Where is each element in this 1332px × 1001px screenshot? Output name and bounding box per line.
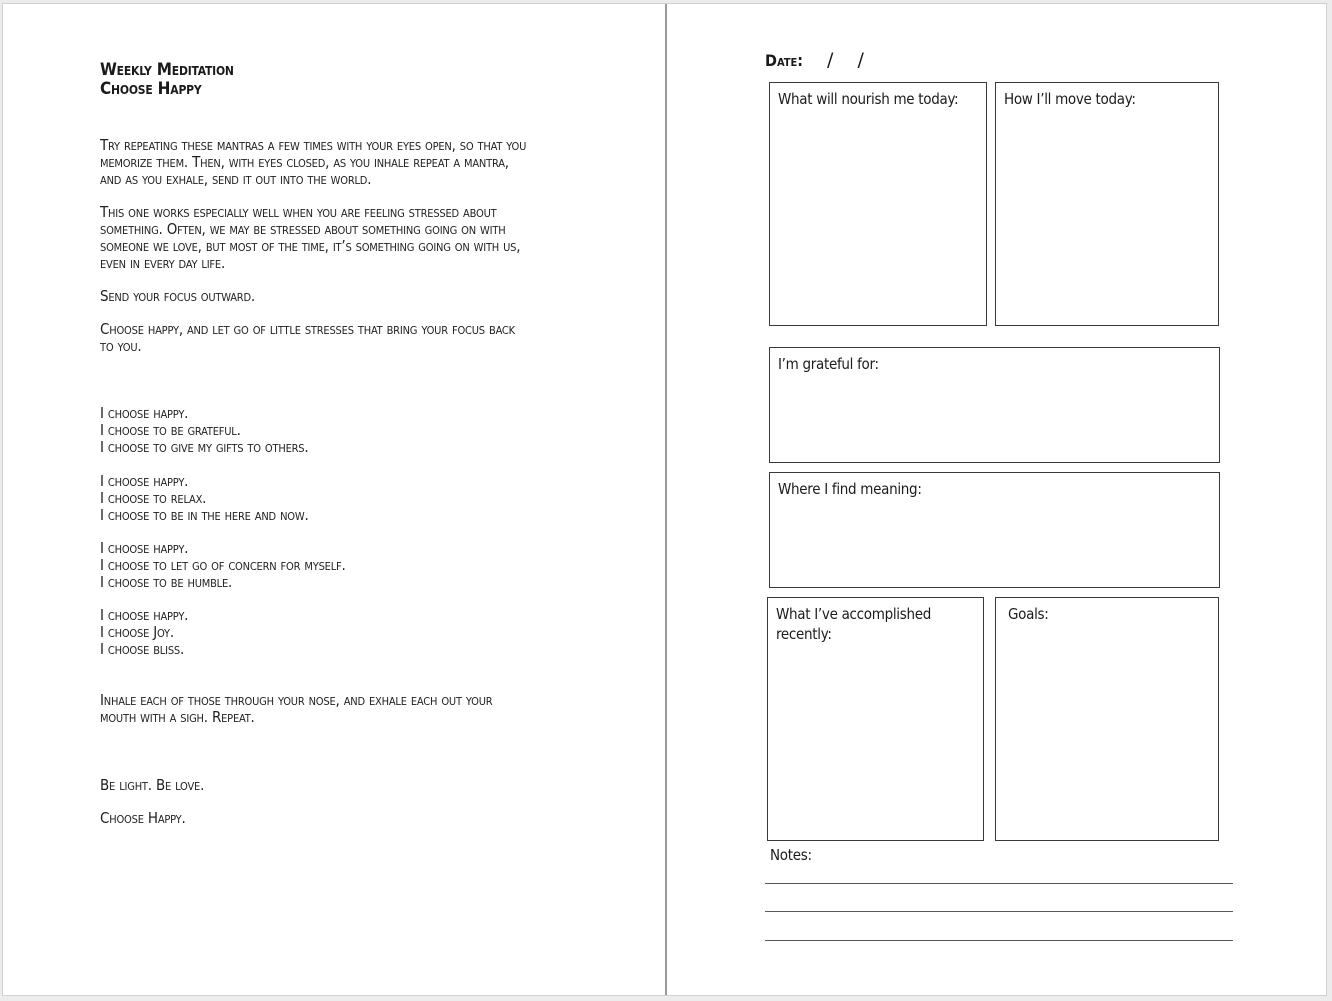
mantra-line: I choose happy. [100,472,189,490]
paragraph-line: This one works especially well when you are feeling stressed about [100,203,497,221]
signoff-line: Choose Happy. [100,809,186,827]
mantra-line: I choose happy. [100,539,189,557]
mantra-line: I choose bliss. [100,640,185,658]
closing-line: mouth with a sigh. Repeat. [100,708,255,726]
notes-rule[interactable] [765,883,1233,884]
date-row [765,49,864,71]
signoff-line: Be light. Be love. [100,776,205,794]
right-page [667,4,1328,995]
date-separator: / [857,49,864,71]
accomplished-label [776,604,931,644]
paragraph-line: someone we love, but most of the time, it’s something going on with us, [100,237,521,255]
paragraph-line: even in every day life. [100,254,226,272]
journal-spread [2,3,1327,996]
title-line-2: Choose Happy [100,79,202,99]
nourish-box[interactable] [769,82,987,326]
paragraph-line: something. Often, we may be stressed about something going on with [100,220,506,238]
paragraph-line: Try repeating these mantras a few times with your eyes open, so that you [100,136,527,154]
paragraph-line: Choose happy, and let go of little stresses that bring your focus back [100,320,515,338]
date-separator: / [827,49,834,71]
notes-label: Notes: [770,846,812,864]
mantra-line: I choose to let go of concern for myself. [100,556,346,574]
meaning-box[interactable] [769,472,1220,588]
goals-label: Goals: [1008,605,1049,623]
accomplished-box[interactable] [767,597,984,841]
date-label: Date: [765,51,804,70]
paragraph-line: and as you exhale, send it out into the world. [100,170,372,188]
mantra-line: I choose to be in the here and now. [100,506,309,524]
mantra-line: I choose to be humble. [100,573,233,591]
nourish-label: What will nourish me today: [778,90,959,108]
accomplished-label-line-1: What I’ve accomplished [776,605,932,623]
mantra-line: I choose to give my gifts to others. [100,438,309,456]
title-line-1: Weekly Meditation [100,60,234,80]
mantra-line: I choose happy. [100,606,189,624]
paragraph-line: Send your focus outward. [100,287,255,305]
closing-line: Inhale each of those through your nose, and exhale each out your [100,691,493,709]
paragraph-line: to you. [100,337,142,355]
move-box[interactable] [995,82,1219,326]
mantra-line: I choose Joy. [100,623,174,641]
notes-rule[interactable] [765,940,1233,941]
meditation-text [100,137,580,827]
move-label: How I’ll move today: [1004,90,1136,108]
grateful-label: I’m grateful for: [778,355,879,373]
mantra-line: I choose happy. [100,404,189,422]
mantra-line: I choose to relax. [100,489,207,507]
paragraph-line: memorize them. Then, with eyes closed, as you inhale repeat a mantra, [100,153,509,171]
mantra-line: I choose to be grateful. [100,421,241,439]
page-title [100,61,234,99]
notes-rule[interactable] [765,911,1233,912]
accomplished-label-line-2: recently: [776,625,832,643]
goals-box[interactable] [995,597,1219,841]
meaning-label: Where I find meaning: [778,480,922,498]
grateful-box[interactable] [769,347,1220,463]
left-page [3,4,665,995]
